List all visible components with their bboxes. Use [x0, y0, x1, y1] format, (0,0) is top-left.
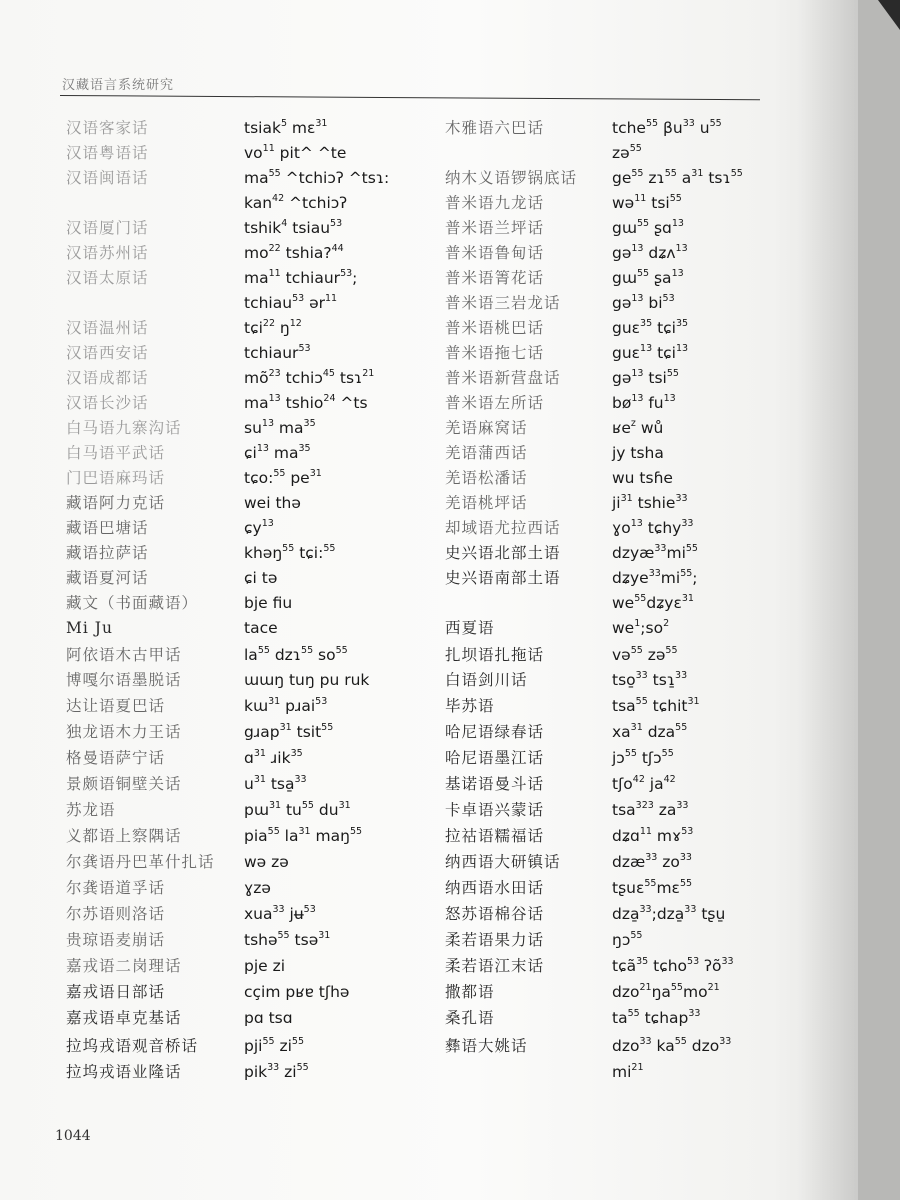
- right-language-name: 普米语兰坪话: [445, 219, 545, 237]
- left-word-form: $u^{31}$ tsa̱$^{33}$: [244, 774, 307, 793]
- left-word-form: $ma^{11}$ tchiaur$^{53}$;: [244, 268, 358, 287]
- left-language-name: 阿依语木古甲话: [66, 646, 182, 664]
- left-word-form: $ma^{55}$ ^tchiɔʔ ^tsɿ:: [244, 168, 390, 187]
- right-word-form: tsa$^{323}$ $za^{33}$: [612, 800, 689, 819]
- left-language-name: 汉语闽语话: [66, 169, 149, 187]
- right-language-name: 柔若语果力话: [445, 931, 545, 949]
- left-word-form: tshə$^{55}$ tsə$^{31}$: [244, 930, 331, 949]
- left-language-name: 汉语长沙话: [66, 394, 149, 412]
- right-language-name: 普米语新营盘话: [445, 369, 561, 387]
- right-word-form: ɣo$^{13}$ tɕhy$^{33}$: [612, 518, 694, 537]
- right-word-form: $dʑye^{33}mi^{55}$;: [612, 568, 698, 587]
- left-language-name: 嘉戎语日部话: [66, 983, 166, 1001]
- left-word-form: ɑ$^{31}$ ɹik$^{35}$: [244, 748, 303, 767]
- right-word-form: $we^1;so^2$: [612, 618, 670, 637]
- right-language-name: 普米语九龙话: [445, 194, 545, 212]
- left-language-name: 藏语夏河话: [66, 569, 149, 587]
- right-language-name: 普米语左所话: [445, 394, 545, 412]
- left-language-name: 汉语粤语话: [66, 144, 149, 162]
- left-word-form: wə zə: [244, 853, 289, 871]
- right-language-name: 羌语松潘话: [445, 469, 528, 487]
- left-word-form: $ma^{13}$ tshio$^{24}$ ^ts: [244, 393, 368, 412]
- right-language-name: 普米语桃巴话: [445, 319, 545, 337]
- left-language-name: 藏语拉萨话: [66, 544, 149, 562]
- left-word-form: pji$^{55}$ $zi^{55}$: [244, 1036, 305, 1055]
- right-word-form: guɛ$^{13}$ tɕi$^{13}$: [612, 343, 689, 362]
- right-word-form: tsa$^{55}$ tɕhit$^{31}$: [612, 696, 700, 715]
- right-language-name: 却域语尤拉西话: [445, 519, 561, 537]
- left-word-form: pik$^{33}$ $zi^{55}$: [244, 1062, 309, 1081]
- left-word-form: wei thə: [244, 494, 301, 512]
- left-word-form: $mõ^{23}$ tchiɔ$^{45}$ tsɿ$^{21}$: [244, 368, 375, 387]
- left-word-form: pɯ$^{31}$ $tu^{55}$ $du^{31}$: [244, 800, 351, 819]
- right-word-form: $ta^{55}$ tɕhap$^{33}$: [612, 1008, 701, 1027]
- right-word-form: $xa^{31}$ dza$^{55}$: [612, 722, 688, 741]
- running-header: 汉藏语言系统研究: [62, 78, 175, 93]
- left-word-form: tchiau$^{53}$ ər$^{11}$: [244, 293, 338, 312]
- left-word-form: tɕi$^{22}$ $ŋ^{12}$: [244, 318, 302, 337]
- left-language-name: 汉语苏州话: [66, 244, 149, 262]
- right-language-name: 史兴语北部土语: [445, 544, 561, 562]
- left-word-form: tsiak$^5$ mɛ$^{31}$: [244, 118, 328, 137]
- right-word-form: tɕã$^{35}$ tɕho$^{53}$ ʔõ$^{33}$: [612, 956, 734, 975]
- right-word-form: gɯ$^{55}$ ʂɑ$^{13}$: [612, 218, 684, 237]
- spine-shadow: [798, 0, 858, 1200]
- right-word-form: $dzyæ^{33}mi^{55}$: [612, 543, 698, 562]
- left-language-name: 独龙语木力王话: [66, 723, 182, 741]
- left-word-form: pia$^{55}$ $la^{31}$ maŋ$^{55}$: [244, 826, 363, 845]
- left-word-form: ɯɯŋ tuŋ pu ruk: [244, 671, 370, 689]
- left-language-name: 藏语阿力克话: [66, 494, 166, 512]
- right-word-form: $dzo^{21}ŋa^{55}mo^{21}$: [612, 982, 720, 1001]
- right-language-name: 纳木义语锣锅底话: [445, 169, 578, 187]
- left-language-name: 汉语客家话: [66, 119, 149, 137]
- right-word-form: wə$^{11}$ tsi$^{55}$: [612, 193, 682, 212]
- left-word-form: tɕo:$^{55}$ $pe^{31}$: [244, 468, 322, 487]
- right-language-name: 纳西语水田话: [445, 879, 545, 897]
- right-language-name: 普米语箐花话: [445, 269, 545, 287]
- left-word-form: cçim pʁɐ tʃhə: [244, 983, 350, 1001]
- right-word-form: jy tsha: [612, 444, 664, 462]
- right-language-name: 纳西语大研镇话: [445, 853, 561, 871]
- left-language-name: 汉语西安话: [66, 344, 149, 362]
- right-language-name: 彝语大姚话: [445, 1037, 528, 1055]
- right-word-form: ʁe$^z$ wů: [612, 418, 664, 437]
- page-number: 1044: [55, 1128, 91, 1144]
- left-language-name: 拉坞戎语观音桥话: [66, 1037, 199, 1055]
- right-language-name: 西夏语: [445, 619, 495, 637]
- left-language-name: 贵琼语麦崩话: [66, 931, 166, 949]
- left-language-name: 汉语厦门话: [66, 219, 149, 237]
- right-word-form: $we^{55}dʑyɛ^{31}$: [612, 593, 694, 612]
- right-language-name: 羌语蒲西话: [445, 444, 528, 462]
- left-language-name: Mi Ju: [66, 619, 113, 637]
- right-language-name: 史兴语南部土语: [445, 569, 561, 587]
- left-word-form: $mo^{22}$ tshia?$^{44}$: [244, 243, 344, 262]
- left-word-form: ɣzə: [244, 879, 271, 897]
- right-language-name: 羌语桃坪话: [445, 494, 528, 512]
- left-language-name: 博嘎尔语墨脱话: [66, 671, 182, 689]
- right-language-name: 木雅语六巴话: [445, 119, 545, 137]
- left-language-name: 拉坞戎语业隆话: [66, 1063, 182, 1081]
- left-word-form: ɕy$^{13}$: [244, 518, 274, 537]
- right-word-form: jɔ$^{55}$ tʃɔ$^{55}$: [612, 748, 674, 767]
- left-language-name: 景颇语铜壁关话: [66, 775, 182, 793]
- left-word-form: gɹap$^{31}$ tsit$^{55}$: [244, 722, 334, 741]
- right-word-form: zə$^{55}$: [612, 143, 642, 162]
- right-language-name: 撒都语: [445, 983, 495, 1001]
- right-word-form: gə$^{13}$ tsi$^{55}$: [612, 368, 679, 387]
- left-word-form: $la^{55}$ dzɿ$^{55}$ $so^{55}$: [244, 645, 348, 664]
- right-word-form: guɛ$^{35}$ tɕi$^{35}$: [612, 318, 689, 337]
- left-word-form: tshik$^4$ tsiau$^{53}$: [244, 218, 343, 237]
- left-language-name: 尔龚语道孚话: [66, 879, 166, 897]
- left-language-name: 嘉戎语二岗理话: [66, 957, 182, 975]
- left-language-name: 汉语太原话: [66, 269, 149, 287]
- left-language-name: 义都语上察隅话: [66, 827, 182, 845]
- left-language-name: 达让语夏巴话: [66, 697, 166, 715]
- right-word-form: gɯ$^{55}$ ʂa$^{13}$: [612, 268, 684, 287]
- left-language-name: 尔苏语则洛话: [66, 905, 166, 923]
- right-word-form: $ge^{55}$ zɿ$^{55}$ $a^{31}$ tsɿ$^{55}$: [612, 168, 743, 187]
- left-word-form: $vo^{11}$ pit^ ^te: [244, 143, 347, 162]
- right-word-form: və$^{55}$ zə$^{55}$: [612, 645, 678, 664]
- left-language-name: 格曼语萨宁话: [66, 749, 166, 767]
- left-word-form: ɕi$^{13}$ $ma^{35}$: [244, 443, 311, 462]
- left-word-form: tchiaur$^{53}$: [244, 343, 311, 362]
- right-language-name: 卡卓语兴蒙话: [445, 801, 545, 819]
- left-language-name: 白马语平武话: [66, 444, 166, 462]
- left-word-form: bje fiu: [244, 594, 293, 612]
- left-word-form: kan$^{42}$ ^tchiɔʔ: [244, 193, 348, 212]
- page-corner: [878, 0, 900, 30]
- left-word-form: ɕi tə: [244, 569, 278, 587]
- left-language-name: 汉语成都话: [66, 369, 149, 387]
- right-word-form: dʑɑ$^{11}$ mɤ$^{53}$: [612, 826, 694, 845]
- right-language-name: 拉祜语糯福话: [445, 827, 545, 845]
- left-language-name: 藏语巴塘话: [66, 519, 149, 537]
- right-word-form: tʂuɛ$^{55}$mɛ$^{55}$: [612, 878, 693, 897]
- right-word-form: dzo$^{33}$ $ka^{55}$ dzo$^{33}$: [612, 1036, 732, 1055]
- right-word-form: tso̱$^{33}$ tsɿ̱$^{33}$: [612, 670, 688, 689]
- left-language-name: 汉语温州话: [66, 319, 149, 337]
- header-rule: [60, 95, 760, 100]
- left-word-form: xua$^{33}$ jʉ$^{53}$: [244, 904, 316, 923]
- left-language-name: 白马语九寨沟话: [66, 419, 182, 437]
- left-word-form: khəŋ$^{55}$ tɕi:$^{55}$: [244, 543, 336, 562]
- right-language-name: 毕苏语: [445, 697, 495, 715]
- right-language-name: 扎坝语扎拖话: [445, 646, 545, 664]
- right-word-form: tʃo$^{42}$ $ja^{42}$: [612, 774, 676, 793]
- right-word-form: dza̱$^{33}$;dza̱$^{33}$ tʂu̱: [612, 904, 726, 923]
- left-language-name: 藏文（书面藏语）: [66, 594, 199, 612]
- left-language-name: 门巴语麻玛话: [66, 469, 166, 487]
- left-language-name: 苏龙语: [66, 801, 116, 819]
- right-word-form: ŋɔ$^{55}$: [612, 930, 643, 949]
- right-word-form: gə$^{13}$ dʑʌ$^{13}$: [612, 243, 688, 262]
- right-word-form: wu tsɦe: [612, 469, 673, 487]
- left-word-form: kɯ$^{31}$ pɹai$^{53}$: [244, 696, 328, 715]
- right-language-name: 桑孔语: [445, 1009, 495, 1027]
- right-language-name: 羌语麻窝话: [445, 419, 528, 437]
- right-language-name: 普米语拖七话: [445, 344, 545, 362]
- right-word-form: gə$^{13}$ $bi^{53}$: [612, 293, 675, 312]
- right-word-form: tche$^{55}$ $\beta u^{33}$ $u^{55}$: [612, 118, 722, 137]
- right-language-name: 普米语鲁甸话: [445, 244, 545, 262]
- right-language-name: 白语剑川话: [445, 671, 528, 689]
- right-language-name: 怒苏语棉谷话: [445, 905, 545, 923]
- right-language-name: 哈尼语绿春话: [445, 723, 545, 741]
- left-word-form: $su^{13}$ $ma^{35}$: [244, 418, 316, 437]
- right-word-form: $mi^{21}$: [612, 1062, 644, 1081]
- left-language-name: 嘉戎语卓克基话: [66, 1009, 182, 1027]
- right-language-name: 普米语三岩龙话: [445, 294, 561, 312]
- left-word-form: pje zi: [244, 957, 286, 975]
- right-word-form: $bø^{13}$ $fu^{13}$: [612, 393, 676, 412]
- left-language-name: 尔龚语丹巴革什扎话: [66, 853, 215, 871]
- left-word-form: tace: [244, 619, 278, 637]
- right-word-form: $ji^{31}$ tshie$^{33}$: [612, 493, 688, 512]
- right-language-name: 柔若语江末话: [445, 957, 545, 975]
- right-language-name: 基诺语曼斗话: [445, 775, 545, 793]
- right-word-form: dzæ$^{33}$ $zo^{33}$: [612, 852, 692, 871]
- right-language-name: 哈尼语墨江话: [445, 749, 545, 767]
- left-word-form: pɑ tsɑ: [244, 1009, 293, 1027]
